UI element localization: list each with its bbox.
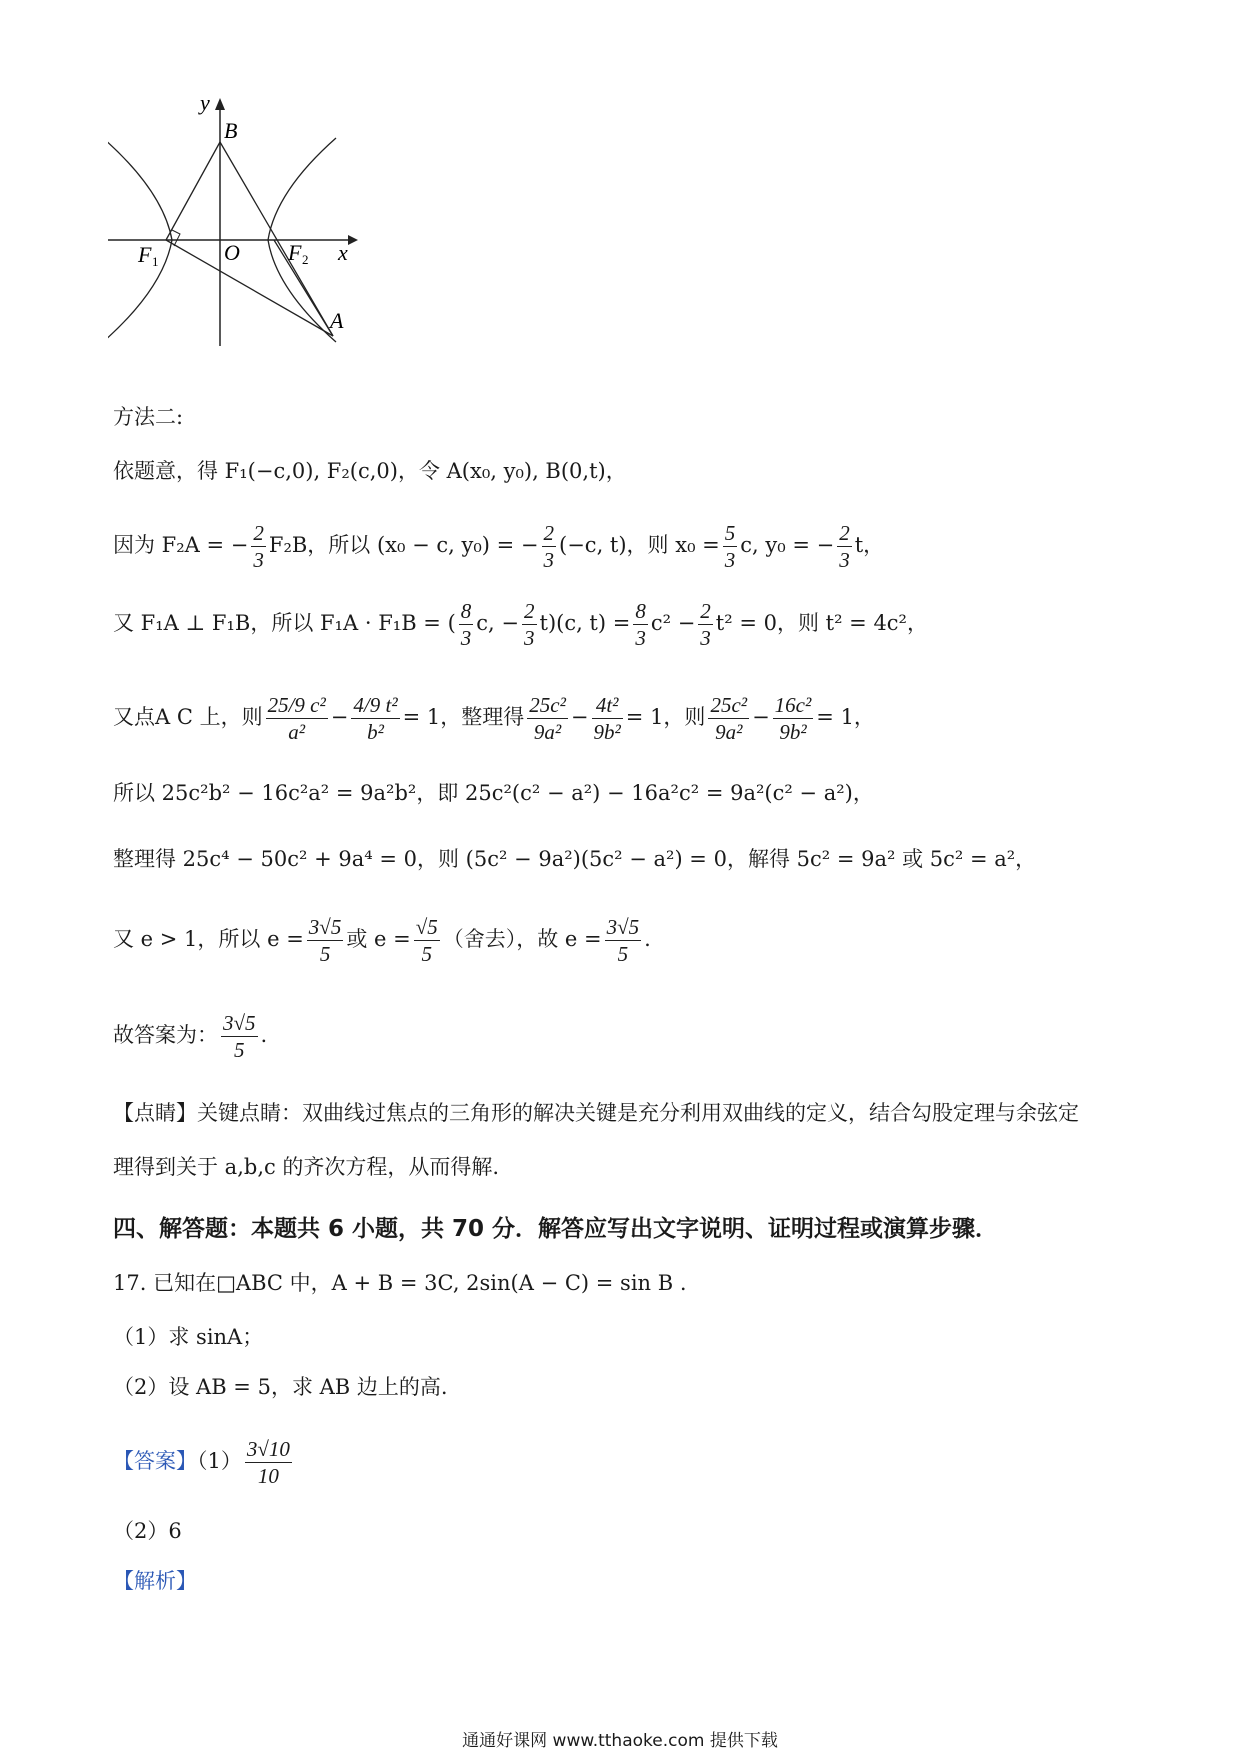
l4-frac4: $\frac{\text{4t²}}{\text{9b²}}$ (593, 693, 621, 744)
hyperbola-figure (108, 96, 408, 396)
problem17-answer2: （2）6 (113, 1519, 182, 1543)
l3-mid3: c² − (650, 611, 696, 635)
label-F1-sub: 1 (152, 254, 159, 269)
l8-frac: $\frac{3√5}{5}$ (223, 1011, 256, 1062)
method2-line4 (113, 692, 875, 745)
l7-end: . (644, 927, 651, 951)
segment-F1B (166, 142, 220, 240)
l4-mid3: − (570, 705, 589, 729)
y-axis-arrow (215, 98, 225, 110)
l2-mid3: c, y₀ = − (740, 533, 835, 557)
l2-frac2: $\frac{2}{3}$ (543, 521, 555, 572)
l4-mid5: − (752, 705, 770, 729)
l2-frac1: $\frac{2}{3}$ (253, 521, 264, 572)
label-F1: F (138, 242, 152, 267)
method2-line7 (113, 914, 651, 967)
label-F2: F (288, 240, 302, 265)
l4-frac5: $\frac{\text{25c²}}{\text{9a²}}$ (710, 693, 748, 744)
method2-line5: 所以 25c²b² − 16c²a² = 9a²b²，即 25c²(c² − a²) − 16a²c² = 9a²(c² − a²)， (113, 781, 874, 805)
l4-mid2: = 1，整理得 (402, 705, 525, 729)
problem17-stem: 17. 已知在□ABC 中，A + B = 3C, 2sin(A − C) = sin B . (113, 1271, 687, 1295)
method2-line6: 整理得 25c⁴ − 50c² + 9a⁴ = 0，则 (5c² − 9a²)(5c² − a²) = 0，解得 5c² = 9a² 或 5c² = a²， (113, 847, 1037, 871)
l4-mid: − (330, 705, 349, 729)
l7-frac2: $\frac{√5}{5}$ (415, 915, 438, 966)
answer-tag: 【答案】 (113, 1449, 197, 1473)
l4-frac1: $\frac{\text{25/9 c²}}{\text{a²}}$ (267, 693, 326, 744)
l7-mid: 或 e = (346, 927, 411, 951)
method2-line8 (113, 1010, 267, 1063)
method2-line1: 依题意，得 F₁(−c,0), F₂(c,0)，令 A(x₀, y₀), B(0,t)， (113, 459, 627, 483)
label-B: B (224, 118, 238, 143)
label-y: y (200, 96, 210, 115)
problem17-q2: （2）设 AB = 5，求 AB 边上的高. (113, 1375, 448, 1399)
l2-frac3: $\frac{5}{3}$ (724, 521, 736, 572)
l8-end: . (260, 1023, 268, 1047)
label-O: O (224, 240, 240, 265)
l7-frac1: $\frac{3√5}{5}$ (308, 915, 342, 966)
l3-pre: 又 F₁A ⊥ F₁B，所以 F₁A · F₁B = ( (113, 611, 456, 635)
l4-frac2: $\frac{\text{4/9 t²}}{\text{b²}}$ (353, 693, 398, 744)
l3-frac1: $\frac{8}{3}$ (460, 599, 472, 650)
l3-mid: c, − (476, 611, 519, 635)
answer1-frac: $\frac{3√10}{10}$ (246, 1437, 290, 1488)
x-axis-arrow (348, 235, 358, 245)
l7-mid2: （舍去），故 e = (442, 927, 602, 951)
label-F2-sub: 2 (302, 252, 309, 267)
section-heading: 四、解答题：本题共 6 小题，共 70 分．解答应写出文字说明、证明过程或演算步骤． (113, 1216, 999, 1242)
l3-end: t² = 0，则 t² = 4c²， (715, 611, 928, 635)
footer-credit: 通通好课网 www.tthaoke.com 提供下载 (462, 1731, 778, 1751)
problem17-q1: （1）求 sinA； (113, 1325, 264, 1349)
l4-mid4: = 1，则 (625, 705, 706, 729)
l2-end: t， (854, 533, 885, 557)
label-A: A (330, 308, 344, 333)
comment-line2: 理得到关于 a,b,c 的齐次方程，从而得解. (113, 1155, 500, 1179)
l2-pre: 因为 F₂A = − (113, 533, 249, 557)
l2-frac4: $\frac{2}{3}$ (839, 521, 850, 572)
l7-frac3: $\frac{3√5}{5}$ (606, 915, 640, 966)
l8-pre: 故答案为： (113, 1023, 218, 1047)
comment-line1: 【点睛】关键点睛：双曲线过焦点的三角形的解决关键是充分利用双曲线的定义，结合勾股定理与余弦定 (113, 1101, 1079, 1125)
label-x: x (338, 240, 348, 265)
answer1-pre: （1） (197, 1449, 242, 1473)
l4-frac3: $\frac{\text{25c²}}{\text{9a²}}$ (529, 693, 566, 744)
l3-mid2: t)(c, t) = (539, 611, 631, 635)
problem17-answer (113, 1436, 295, 1489)
l3-frac2: $\frac{2}{3}$ (524, 599, 535, 650)
l4-frac6: $\frac{\text{16c²}}{\text{9b²}}$ (774, 693, 812, 744)
l2-mid: F₂B，所以 (x₀ − c, y₀) = − (268, 533, 539, 557)
l2-mid2: (−c, t)，则 x₀ = (559, 533, 720, 557)
method2-title: 方法二: (113, 405, 184, 429)
l3-frac4: $\frac{2}{3}$ (700, 599, 711, 650)
l3-frac3: $\frac{8}{3}$ (635, 599, 646, 650)
l4-pre: 又点A C 上，则 (113, 705, 263, 729)
method2-line3 (113, 598, 928, 651)
l4-end: = 1， (816, 705, 875, 729)
l7-pre: 又 e > 1，所以 e = (113, 927, 304, 951)
analysis-tag: 【解析】 (113, 1569, 197, 1593)
segment-BA (220, 142, 333, 336)
method2-line2 (113, 520, 884, 573)
